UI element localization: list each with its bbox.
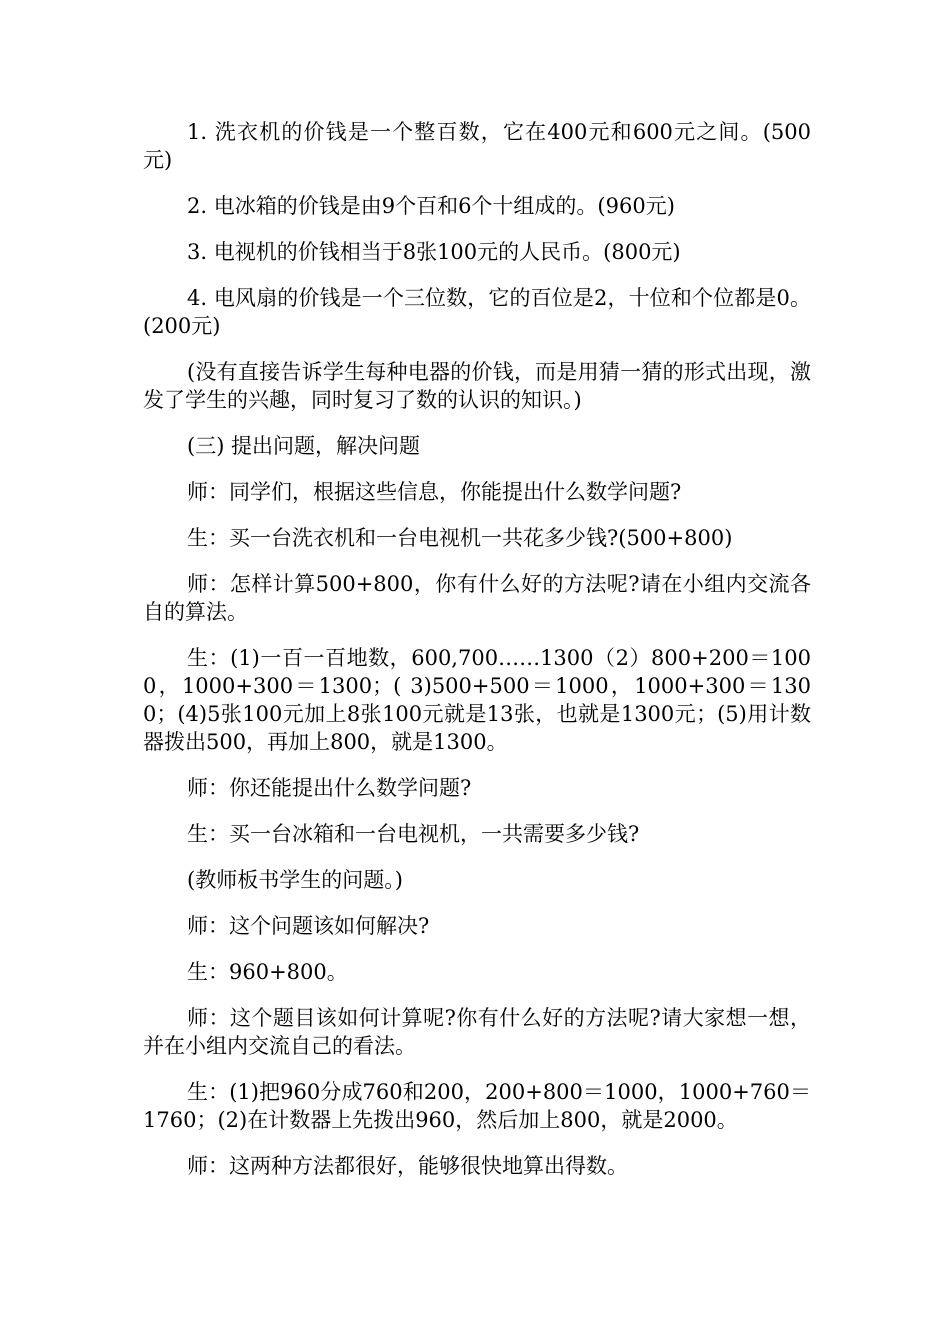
paragraph-item-1: 1. 洗衣机的价钱是一个整百数，它在400元和600元之间。(500元) [143, 120, 811, 172]
dialogue-line: 师：这两种方法都很好，能够很快地算出得数。 [187, 1154, 628, 1178]
dialogue-line: 生：买一台冰箱和一台电视机，一共需要多少钱? [187, 822, 640, 846]
paragraph-item-4: 4. 电风扇的价钱是一个三位数，它的百位是2，十位和个位都是0。(200元) [143, 286, 811, 338]
section-heading: (三) 提出问题，解决问题 [187, 434, 421, 458]
dialogue-line: 师：怎样计算500+800，你有什么好的方法呢?请在小组内交流各自的算法。 [143, 572, 811, 624]
paragraph-item-2: 2. 电冰箱的价钱是由9个百和6个十组成的。(960元) [187, 194, 675, 218]
paragraph-note: (没有直接告诉学生每种电器的价钱，而是用猜一猜的形式出现，激发了学生的兴趣，同时复习了数的认识的知识。) [143, 360, 811, 412]
dialogue-line: 师：你还能提出什么数学问题? [187, 776, 472, 800]
dialogue-line: 生：买一台洗衣机和一台电视机一共花多少钱?(500+800) [187, 526, 733, 550]
dialogue-line: 师：这个问题该如何解决? [187, 914, 430, 938]
dialogue-line: 生：960+800。 [187, 960, 348, 984]
paragraph-item-3: 3. 电视机的价钱相当于8张100元的人民币。(800元) [187, 240, 681, 264]
dialogue-line: 生：(1)一百一百地数，600,700……1300（2）800+200＝1000，1000+300＝1300；( 3)500+500＝1000，1000+300＝1300；(4)5张100元加上8张100元就是13张，也就是1300元；(5)用计数器拨出500，再加上800，就是1300。 [143, 646, 811, 754]
paragraph-note: (教师板书学生的问题。) [187, 868, 403, 892]
dialogue-line: 师：这个题目该如何计算呢?你有什么好的方法呢?请大家想一想，并在小组内交流自己的看法。 [143, 1006, 811, 1058]
dialogue-line: 生：(1)把960分成760和200，200+800＝1000，1000+760＝1760；(2)在计数器上先拨出960，然后加上800，就是2000。 [143, 1080, 811, 1132]
dialogue-line: 师：同学们，根据这些信息，你能提出什么数学问题? [187, 480, 682, 504]
document-body [143, 118, 811, 1198]
